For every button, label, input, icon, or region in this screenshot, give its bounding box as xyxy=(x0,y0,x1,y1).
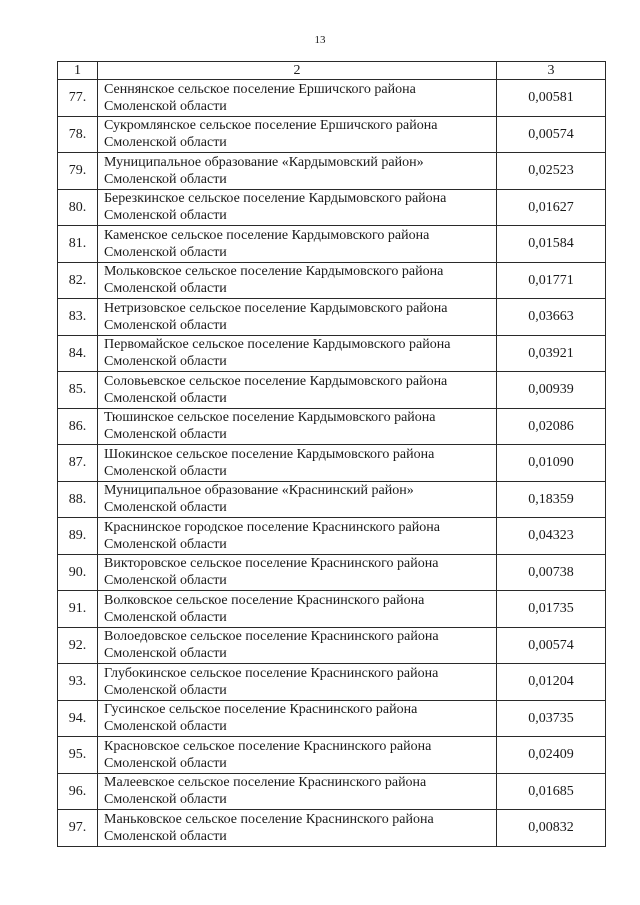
municipality-name-line-1: Каменское сельское поселение Кардымовского района xyxy=(104,227,430,243)
municipality-name-line-1: Краснинское городское поселение Краснинского района xyxy=(104,519,440,535)
table-body xyxy=(58,80,606,847)
municipality-name-line-1: Шокинское сельское поселение Кардымовского района xyxy=(104,446,435,462)
municipality-name xyxy=(98,664,497,701)
share-value: 0,02086 xyxy=(497,408,606,445)
row-number: 95. xyxy=(58,737,98,774)
table-row xyxy=(58,262,606,299)
table-row xyxy=(58,80,606,117)
row-number: 86. xyxy=(58,408,98,445)
row-number: 91. xyxy=(58,591,98,628)
share-value: 0,00738 xyxy=(497,554,606,591)
municipality-name-line-2: Смоленской области xyxy=(104,354,227,370)
municipality-name xyxy=(98,372,497,409)
column-header-2: 2 xyxy=(98,62,497,80)
table-row xyxy=(58,810,606,847)
table-row xyxy=(58,700,606,737)
municipality-name xyxy=(98,700,497,737)
municipality-name xyxy=(98,627,497,664)
share-value: 0,00832 xyxy=(497,810,606,847)
share-value: 0,01627 xyxy=(497,189,606,226)
row-number: 82. xyxy=(58,262,98,299)
allocation-table xyxy=(57,61,606,847)
row-number: 85. xyxy=(58,372,98,409)
share-value: 0,18359 xyxy=(497,481,606,518)
municipality-name-line-1: Сеннянское сельское поселение Ершичского района xyxy=(104,81,416,97)
municipality-name-line-2: Смоленской области xyxy=(104,646,227,662)
municipality-name xyxy=(98,591,497,628)
share-value: 0,04323 xyxy=(497,518,606,555)
row-number: 87. xyxy=(58,445,98,482)
municipality-name xyxy=(98,116,497,153)
row-number: 92. xyxy=(58,627,98,664)
municipality-name-line-2: Смоленской области xyxy=(104,171,227,187)
municipality-name-line-1: Нетризовское сельское поселение Кардымовского района xyxy=(104,300,448,316)
municipality-name xyxy=(98,153,497,190)
municipality-name-line-2: Смоленской области xyxy=(104,208,227,224)
municipality-name-line-1: Первомайское сельское поселение Кардымовского района xyxy=(104,337,451,353)
share-value: 0,03735 xyxy=(497,700,606,737)
table-row xyxy=(58,627,606,664)
row-number: 81. xyxy=(58,226,98,263)
municipality-name-line-1: Сукромлянское сельское поселение Ершичского района xyxy=(104,118,438,134)
municipality-name xyxy=(98,554,497,591)
row-number: 84. xyxy=(58,335,98,372)
header-row xyxy=(58,62,606,80)
municipality-name-line-2: Смоленской области xyxy=(104,135,227,151)
municipality-name xyxy=(98,810,497,847)
municipality-name-line-2: Смоленской области xyxy=(104,427,227,443)
row-number: 94. xyxy=(58,700,98,737)
row-number: 77. xyxy=(58,80,98,117)
municipality-name xyxy=(98,189,497,226)
municipality-name-line-2: Смоленской области xyxy=(104,573,227,589)
table-row xyxy=(58,445,606,482)
municipality-name-line-2: Смоленской области xyxy=(104,463,227,479)
column-header-1: 1 xyxy=(58,62,98,80)
municipality-name xyxy=(98,773,497,810)
municipality-name-line-1: Волковское сельское поселение Краснинского района xyxy=(104,592,425,608)
municipality-name-line-1: Березкинское сельское поселение Кардымовского района xyxy=(104,191,447,207)
municipality-name-line-2: Смоленской области xyxy=(104,828,227,844)
municipality-name-line-1: Соловьевское сельское поселение Кардымовского района xyxy=(104,373,448,389)
municipality-name xyxy=(98,481,497,518)
municipality-name-line-2: Смоленской области xyxy=(104,719,227,735)
municipality-name-line-2: Смоленской области xyxy=(104,281,227,297)
table-row xyxy=(58,116,606,153)
municipality-name-line-1: Муниципальное образование «Краснинский район» xyxy=(104,483,414,499)
column-header-3: 3 xyxy=(497,62,606,80)
share-value: 0,01771 xyxy=(497,262,606,299)
municipality-name-line-1: Маньковское сельское поселение Краснинского района xyxy=(104,811,434,827)
municipality-name-line-2: Смоленской области xyxy=(104,98,227,114)
table-row xyxy=(58,153,606,190)
municipality-name xyxy=(98,226,497,263)
municipality-name-line-1: Гусинское сельское поселение Краснинского района xyxy=(104,702,418,718)
table-row xyxy=(58,664,606,701)
municipality-name-line-2: Смоленской области xyxy=(104,500,227,516)
row-number: 78. xyxy=(58,116,98,153)
municipality-name-line-1: Тюшинское сельское поселение Кардымовского района xyxy=(104,410,436,426)
table-row xyxy=(58,189,606,226)
share-value: 0,01685 xyxy=(497,773,606,810)
municipality-name-line-1: Красновское сельское поселение Краснинского района xyxy=(104,738,432,754)
municipality-name-line-1: Глубокинское сельское поселение Краснинского района xyxy=(104,665,439,681)
share-value: 0,00581 xyxy=(497,80,606,117)
municipality-name-line-1: Мольковское сельское поселение Кардымовского района xyxy=(104,264,444,280)
table-row xyxy=(58,299,606,336)
municipality-name-line-2: Смоленской области xyxy=(104,792,227,808)
municipality-name-line-2: Смоленской области xyxy=(104,609,227,625)
row-number: 93. xyxy=(58,664,98,701)
municipality-name xyxy=(98,262,497,299)
share-value: 0,01735 xyxy=(497,591,606,628)
table-row xyxy=(58,773,606,810)
row-number: 80. xyxy=(58,189,98,226)
municipality-name-line-1: Волоедовское сельское поселение Краснинского района xyxy=(104,629,439,645)
municipality-name-line-2: Смоленской области xyxy=(104,682,227,698)
row-number: 83. xyxy=(58,299,98,336)
municipality-name xyxy=(98,737,497,774)
municipality-name xyxy=(98,445,497,482)
table-row xyxy=(58,737,606,774)
table-row xyxy=(58,481,606,518)
table-row xyxy=(58,518,606,555)
row-number: 96. xyxy=(58,773,98,810)
share-value: 0,01584 xyxy=(497,226,606,263)
share-value: 0,01204 xyxy=(497,664,606,701)
share-value: 0,00939 xyxy=(497,372,606,409)
municipality-name-line-2: Смоленской области xyxy=(104,536,227,552)
table-row xyxy=(58,554,606,591)
share-value: 0,00574 xyxy=(497,116,606,153)
row-number: 88. xyxy=(58,481,98,518)
municipality-name-line-2: Смоленской области xyxy=(104,317,227,333)
table-header xyxy=(58,62,606,80)
share-value: 0,03921 xyxy=(497,335,606,372)
municipality-name xyxy=(98,408,497,445)
table-row xyxy=(58,372,606,409)
municipality-name-line-2: Смоленской области xyxy=(104,755,227,771)
table-row xyxy=(58,226,606,263)
table-row xyxy=(58,591,606,628)
share-value: 0,02409 xyxy=(497,737,606,774)
municipality-name xyxy=(98,335,497,372)
municipality-name xyxy=(98,80,497,117)
share-value: 0,02523 xyxy=(497,153,606,190)
page-number: 13 xyxy=(314,34,326,46)
municipality-name-line-2: Смоленской области xyxy=(104,390,227,406)
share-value: 0,03663 xyxy=(497,299,606,336)
municipality-name-line-1: Муниципальное образование «Кардымовский район» xyxy=(104,154,424,170)
row-number: 89. xyxy=(58,518,98,555)
municipality-name xyxy=(98,299,497,336)
share-value: 0,00574 xyxy=(497,627,606,664)
row-number: 90. xyxy=(58,554,98,591)
row-number: 97. xyxy=(58,810,98,847)
table-row xyxy=(58,408,606,445)
share-value: 0,01090 xyxy=(497,445,606,482)
municipality-name-line-2: Смоленской области xyxy=(104,244,227,260)
table-row xyxy=(58,335,606,372)
municipality-name-line-1: Малеевское сельское поселение Краснинского района xyxy=(104,775,427,791)
municipality-name-line-1: Викторовское сельское поселение Краснинского района xyxy=(104,556,439,572)
row-number: 79. xyxy=(58,153,98,190)
municipality-name xyxy=(98,518,497,555)
